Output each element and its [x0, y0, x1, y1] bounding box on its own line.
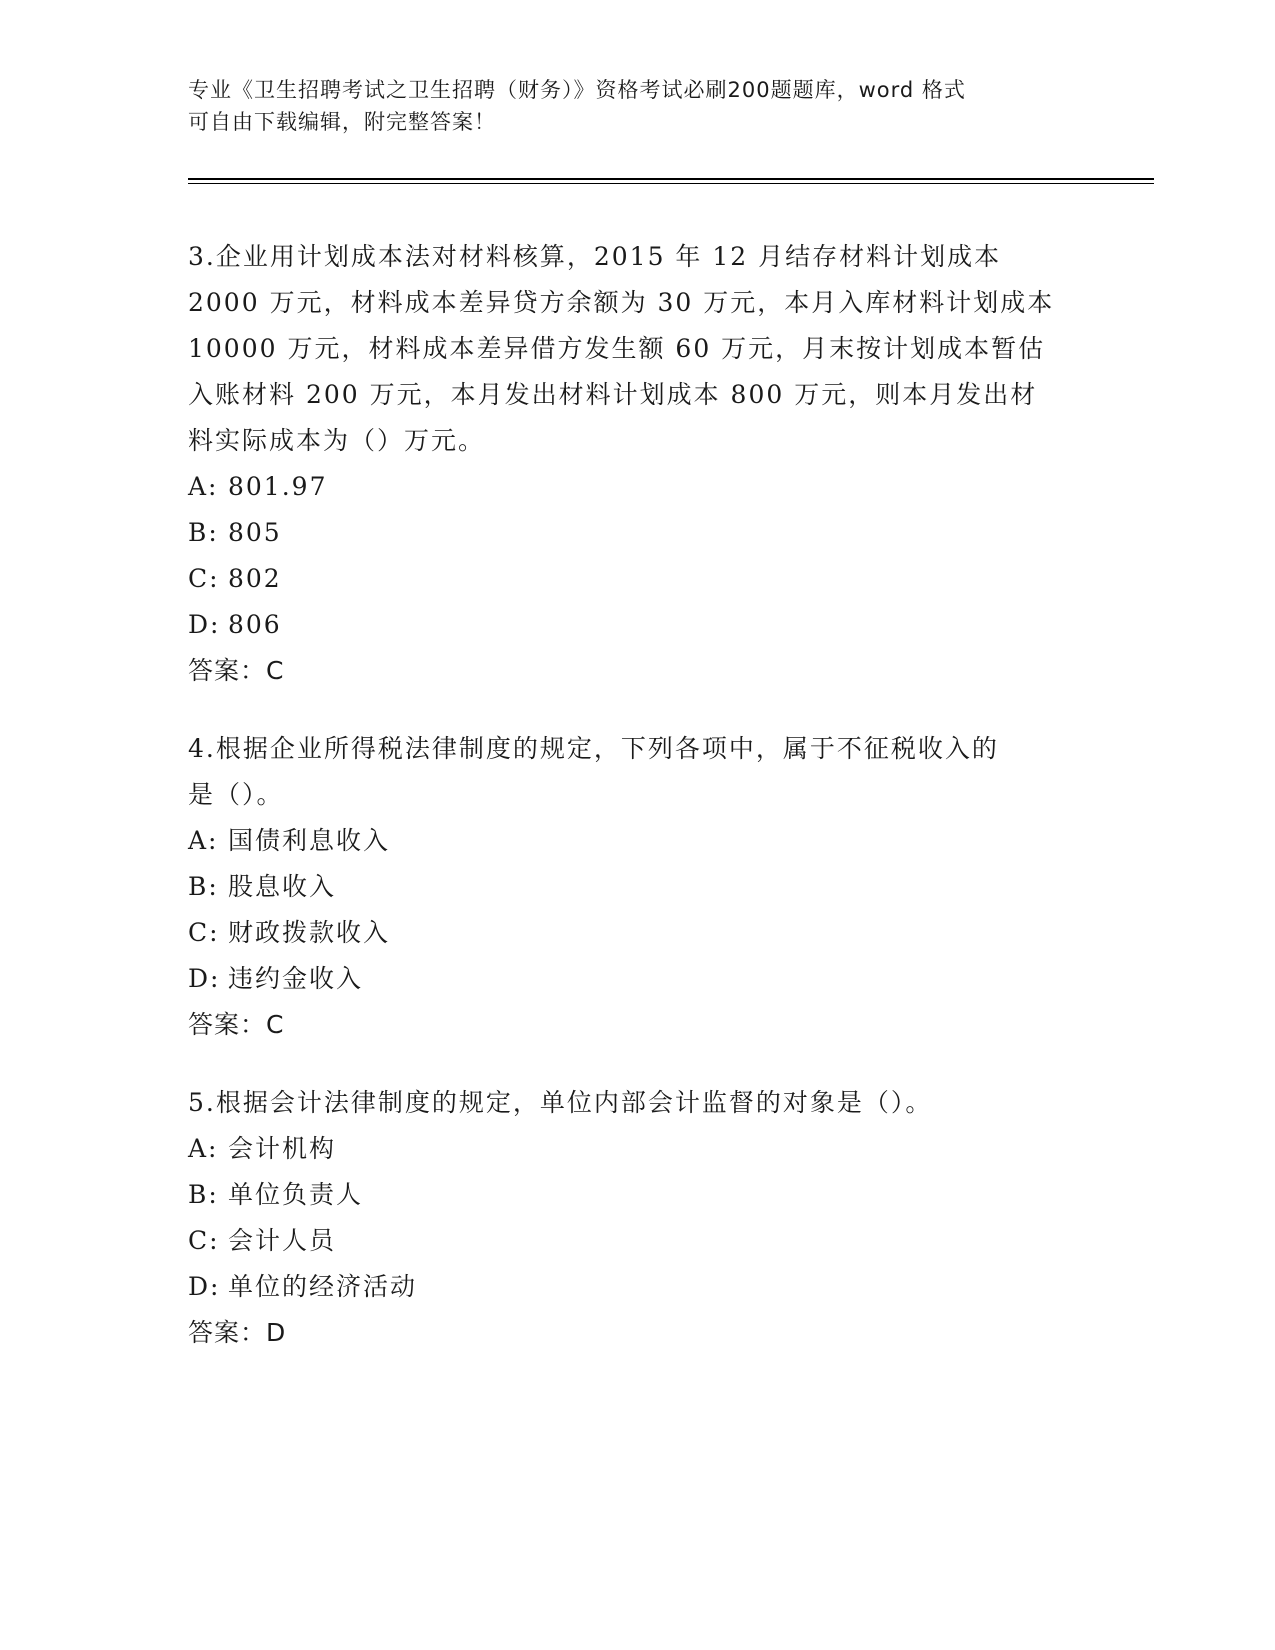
option-text: 801.97 — [228, 472, 328, 501]
option-text: 会计人员 — [228, 1226, 337, 1255]
question-stem-line: 是（）。 — [188, 780, 284, 809]
header-title-line-2: 可自由下载编辑，附完整答案！ — [188, 110, 496, 134]
option-letter: C: — [188, 918, 220, 947]
option-a — [188, 1126, 1088, 1172]
option-letter: D: — [188, 1272, 221, 1301]
header-title-line-1: 专业《卫生招聘考试之卫生招聘（财务）》资格考试必刷200题题库，word 格式 — [188, 78, 966, 102]
question-4 — [188, 726, 1088, 1048]
option-letter: B: — [188, 518, 219, 547]
option-text: 会计机构 — [228, 1134, 337, 1163]
question-stem — [188, 1080, 1088, 1126]
option-b — [188, 1172, 1088, 1218]
option-d — [188, 956, 1088, 1002]
answer-line: 答案：D — [188, 1318, 287, 1347]
option-text: 806 — [228, 610, 282, 639]
question-stem-line: 料实际成本为（）万元。 — [188, 426, 486, 455]
option-letter: D: — [188, 964, 221, 993]
option-letter: C: — [188, 564, 220, 593]
option-d — [188, 1264, 1088, 1310]
option-a — [188, 818, 1088, 864]
option-text: 802 — [228, 564, 282, 593]
option-b — [188, 864, 1088, 910]
option-text: 股息收入 — [228, 872, 337, 901]
option-letter: A: — [188, 1134, 219, 1163]
question-stem-line: 3.企业用计划成本法对材料核算，2015 年 12 月结存材料计划成本 — [188, 242, 1002, 271]
option-c — [188, 910, 1088, 956]
option-text: 单位的经济活动 — [228, 1272, 418, 1301]
question-stem-line: 4.根据企业所得税法律制度的规定，下列各项中，属于不征税收入的 — [188, 734, 999, 763]
option-text: 单位负责人 — [228, 1180, 364, 1209]
question-list — [188, 234, 1088, 1388]
option-b — [188, 510, 1088, 556]
question-stem — [188, 726, 1088, 818]
option-c — [188, 1218, 1088, 1264]
question-stem-line: 2000 万元，材料成本差异贷方余额为 30 万元，本月入库材料计划成本 — [188, 288, 1055, 317]
option-letter: B: — [188, 1180, 219, 1209]
header-divider-thin — [188, 183, 1154, 184]
option-text: 违约金收入 — [228, 964, 364, 993]
document-header — [188, 74, 1088, 138]
option-text: 国债利息收入 — [228, 826, 391, 855]
question-stem-line: 入账材料 200 万元，本月发出材料计划成本 800 万元，则本月发出材 — [188, 380, 1038, 409]
option-letter: A: — [188, 472, 219, 501]
question-5 — [188, 1080, 1088, 1356]
option-c — [188, 556, 1088, 602]
option-text: 财政拨款收入 — [228, 918, 391, 947]
header-divider-thick — [188, 178, 1154, 180]
question-3 — [188, 234, 1088, 694]
option-letter: C: — [188, 1226, 220, 1255]
option-d — [188, 602, 1088, 648]
question-stem — [188, 234, 1088, 464]
option-text: 805 — [228, 518, 282, 547]
question-stem-line: 10000 万元，材料成本差异借方发生额 60 万元，月末按计划成本暂估 — [188, 334, 1046, 363]
option-letter: D: — [188, 610, 221, 639]
answer-line: 答案：C — [188, 1010, 285, 1039]
question-stem-line: 5.根据会计法律制度的规定，单位内部会计监督的对象是（）。 — [188, 1088, 933, 1117]
option-letter: A: — [188, 826, 219, 855]
option-letter: B: — [188, 872, 219, 901]
answer-line: 答案：C — [188, 656, 285, 685]
option-a — [188, 464, 1088, 510]
